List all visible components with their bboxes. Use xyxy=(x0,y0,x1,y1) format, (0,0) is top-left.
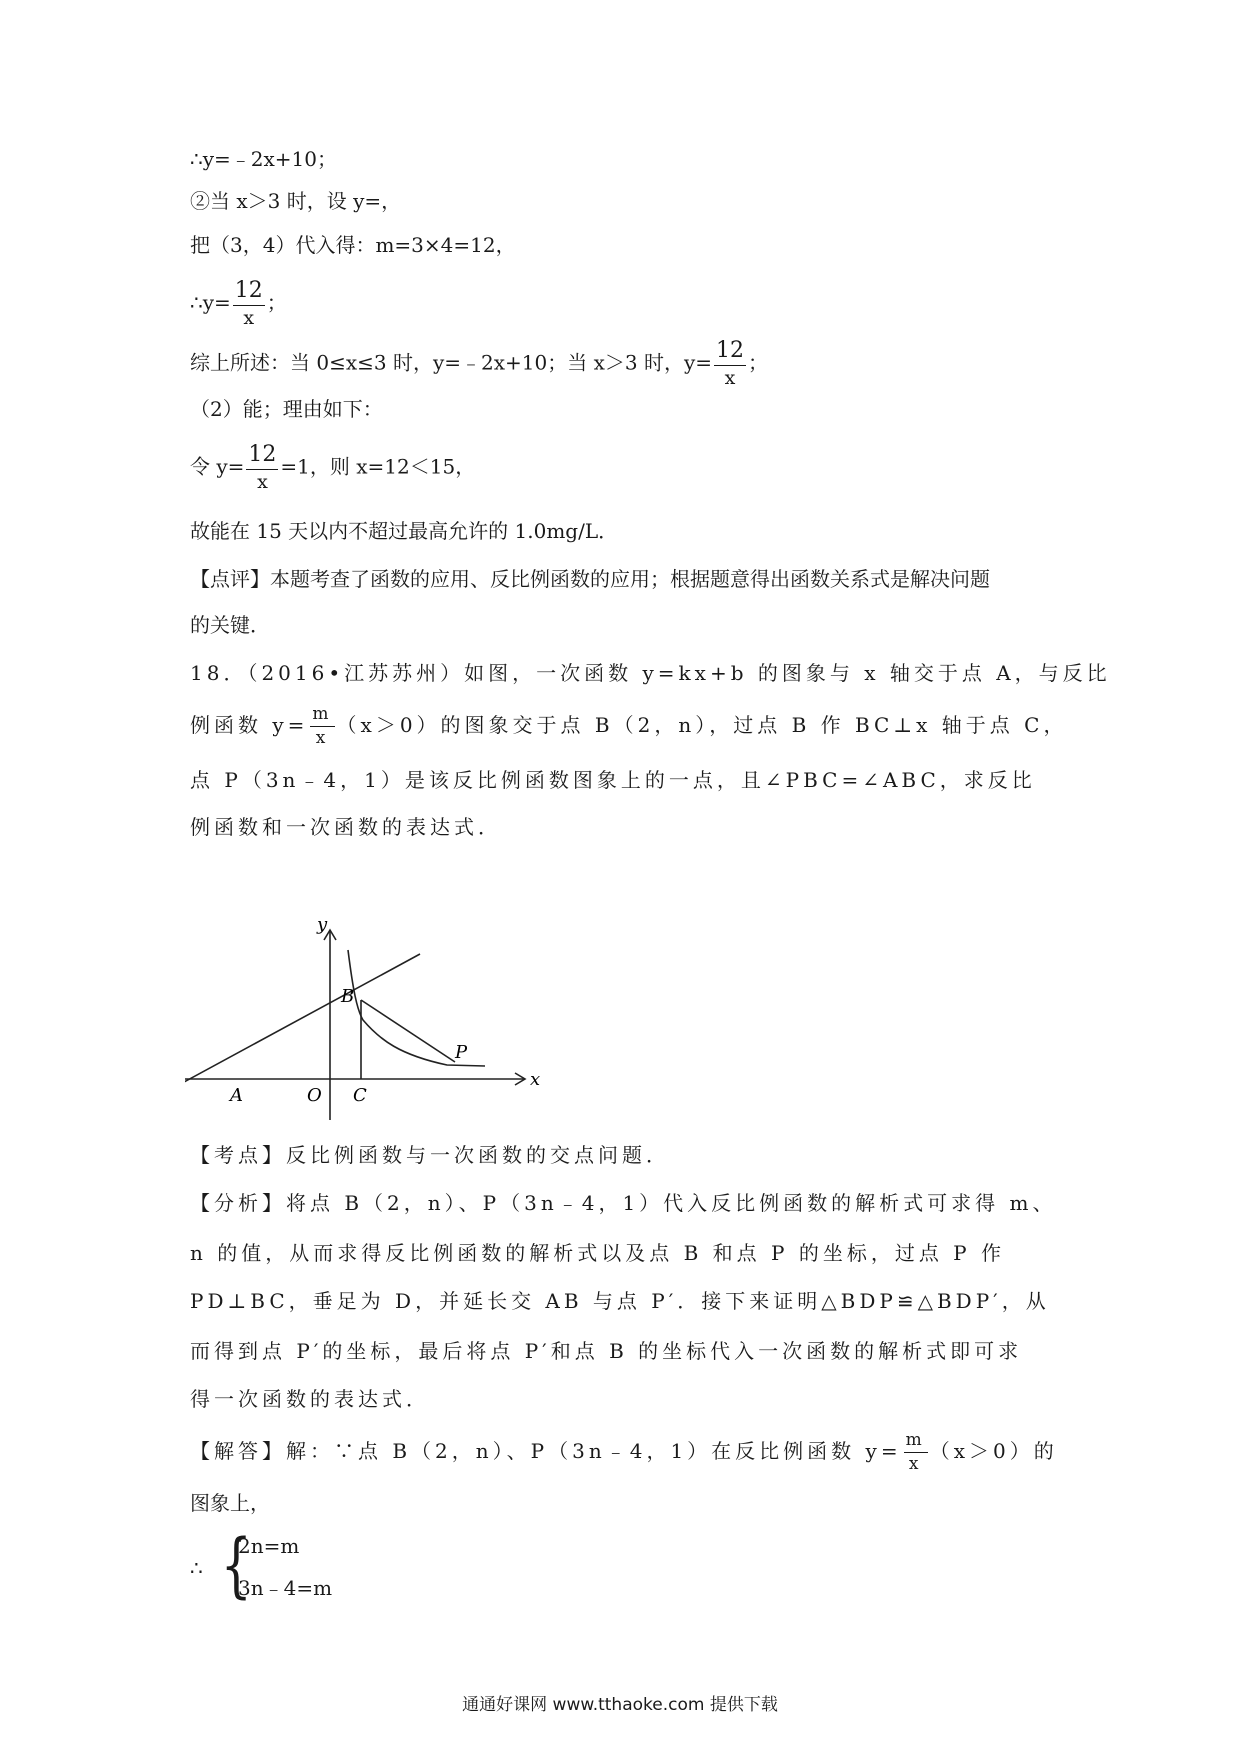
footer-source-text: 通通好课网 www.tthaoke.com 提供下载 xyxy=(462,1695,778,1715)
label-y: y xyxy=(317,914,328,935)
line-21-jieda xyxy=(190,1432,1058,1473)
line-17: n 的值，从而求得反比例函数的解析式以及点 B 和点 P 的坐标，过点 P 作 xyxy=(190,1241,1005,1265)
line-6: （2）能；理由如下： xyxy=(190,397,383,421)
line-5-prefix: 综上所述：当 0≤x≤3 时，y=﹣2x+10；当 x＞3 时，y= xyxy=(190,350,713,375)
fraction-denominator: x xyxy=(315,728,330,748)
fraction-denominator: x xyxy=(243,307,255,329)
fraction-m-over-x xyxy=(310,706,334,747)
line-11-question: 18．（2016•江苏苏州）如图，一次函数 y=kx+b 的图象与 x 轴交于点 A，与反比 xyxy=(190,661,1111,685)
equation-1: 2n=m xyxy=(238,1534,300,1558)
line-12-suffix: （x＞0）的图象交于点 B（2，n），过点 B 作 BC⊥x 轴于点 C， xyxy=(336,713,1068,737)
line-4-prefix: ∴y= xyxy=(190,290,231,315)
label-B: B xyxy=(341,986,355,1007)
left-brace: { xyxy=(220,1524,252,1606)
label-O: O xyxy=(307,1085,322,1106)
fraction-numerator: m xyxy=(904,1432,928,1453)
label-P: P xyxy=(455,1042,468,1063)
fraction-numerator: 12 xyxy=(246,444,278,470)
line-18: PD⊥BC，垂足为 D，并延长交 AB 与点 P′．接下来证明△BDP≌△BDP′，从 xyxy=(190,1289,1050,1313)
line-2: ②当 x＞3 时，设 y=， xyxy=(190,189,402,213)
line-20: 得一次函数的表达式． xyxy=(190,1387,430,1411)
fraction-numerator: 12 xyxy=(714,340,746,366)
equation-system xyxy=(190,1524,390,1610)
line-16-fenxi: 【分析】将点 B（2，n）、P（3n﹣4，1）代入反比例函数的解析式可求得 m、 xyxy=(190,1191,1057,1215)
therefore-symbol: ∴ xyxy=(190,1556,203,1580)
line-14: 例函数和一次函数的表达式． xyxy=(190,815,502,839)
line-12 xyxy=(190,706,1067,747)
function-graph-figure xyxy=(185,890,555,1130)
line-3: 把（3，4）代入得：m=3×4=12， xyxy=(190,233,516,257)
line-22: 图象上， xyxy=(190,1491,270,1515)
line-5 xyxy=(190,340,768,388)
line-13: 点 P（3n﹣4，1）是该反比例函数图象上的一点，且∠PBC=∠ABC，求反比 xyxy=(190,768,1036,792)
label-x: x xyxy=(530,1069,541,1090)
label-C: C xyxy=(353,1085,367,1106)
line-4 xyxy=(190,280,287,328)
line-21-suffix: （x＞0）的 xyxy=(929,1439,1058,1463)
line-15-kaodian: 【考点】反比例函数与一次函数的交点问题． xyxy=(190,1143,670,1167)
line-7 xyxy=(190,444,475,492)
fraction-12-over-x xyxy=(246,444,278,492)
line-8: 故能在 15 天以内不超过最高允许的 1.0mg/L． xyxy=(190,519,619,543)
line-4-suffix: ； xyxy=(266,290,287,315)
equation-2: 3n﹣4=m xyxy=(238,1576,333,1600)
line-5-suffix: ； xyxy=(748,350,769,375)
line-12-prefix: 例函数 y= xyxy=(190,713,309,737)
line-10: 的关键． xyxy=(190,613,270,637)
line-19: 而得到点 P′的坐标，最后将点 P′和点 B 的坐标代入一次函数的解析式即可求 xyxy=(190,1339,1023,1363)
fraction-12-over-x xyxy=(714,340,746,388)
fraction-denominator: x xyxy=(724,367,736,389)
fraction-denominator: x xyxy=(908,1454,923,1474)
line-7-prefix: 令 y= xyxy=(190,454,245,479)
fraction-12-over-x xyxy=(233,280,265,328)
line-9-comment: 【点评】本题考查了函数的应用、反比例函数的应用；根据题意得出函数关系式是解决问题 xyxy=(190,567,990,591)
fraction-numerator: 12 xyxy=(233,280,265,306)
label-A: A xyxy=(230,1085,243,1106)
fraction-numerator: m xyxy=(310,706,334,727)
linear-function-line xyxy=(185,954,420,1088)
line-7-suffix: =1，则 x=12＜15， xyxy=(280,454,476,479)
fraction-m-over-x xyxy=(904,1432,928,1473)
line-1: ∴y=﹣2x+10； xyxy=(190,147,337,171)
line-21-prefix: 【解答】解：∵点 B（2，n）、P（3n﹣4，1）在反比例函数 y= xyxy=(190,1439,902,1463)
fraction-denominator: x xyxy=(257,471,268,493)
